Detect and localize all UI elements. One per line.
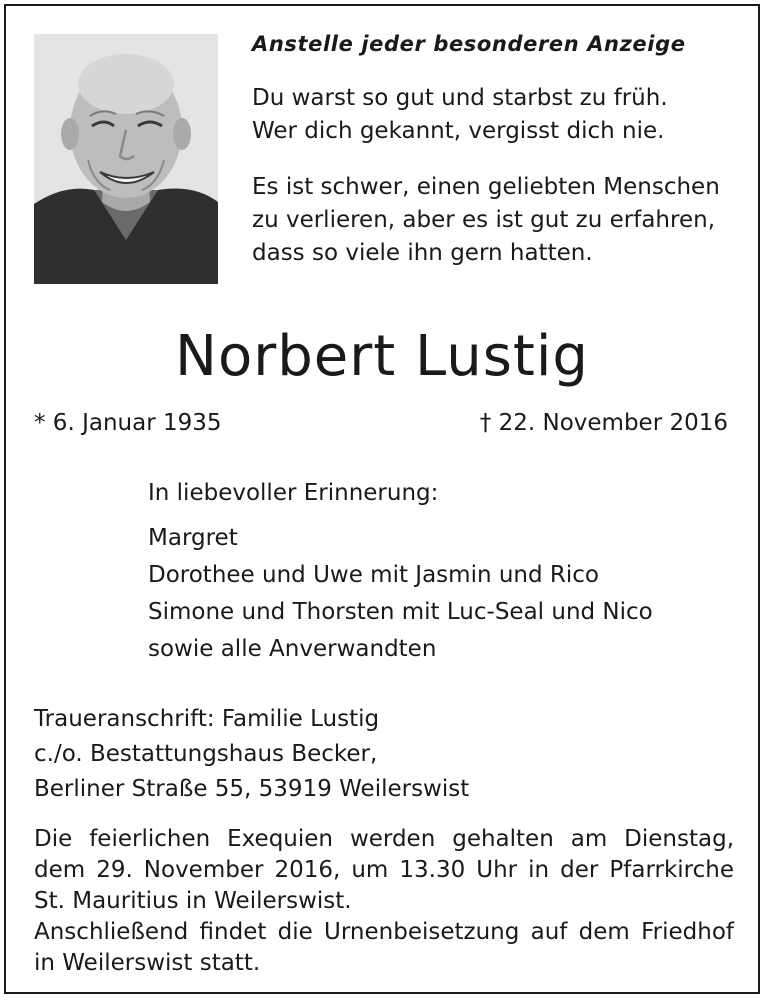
verse-2-line: dass so viele ihn gern hatten. — [252, 240, 593, 266]
portrait-photo — [34, 34, 218, 284]
service-info — [34, 824, 734, 979]
memory-lead: In liebevoller Erinnerung: — [148, 480, 439, 506]
service-line: dem 29. November 2016, um 13.30 Uhr in der Pfarrkirche — [34, 857, 734, 883]
obituary-notice — [4, 4, 760, 994]
service-line: Anschließend findet die Urnenbeisetzung auf dem Friedhof — [34, 919, 734, 945]
address-line: Traueranschrift: Familie Lustig — [34, 706, 380, 732]
mourner-list — [148, 520, 653, 668]
verse-2 — [252, 171, 752, 270]
mourner: Dorothee und Uwe mit Jasmin und Rico — [148, 562, 600, 588]
address-line: Berliner Straße 55, 53919 Weilerswist — [34, 776, 470, 802]
mourner: Simone und Thorsten mit Luc-Seal und Nico — [148, 599, 653, 625]
verse-1-line: Du warst so gut und starbst zu früh. — [252, 85, 668, 111]
verse-1 — [252, 82, 752, 148]
verse-2-line: zu verlieren, aber es ist gut zu erfahren, — [252, 207, 715, 233]
birth-date: * 6. Januar 1935 — [34, 410, 222, 436]
headline: Anstelle jeder besonderen Anzeige — [252, 32, 686, 56]
address-line: c./o. Bestattungshaus Becker, — [34, 741, 378, 767]
verse-2-line: Es ist schwer, einen geliebten Menschen — [252, 174, 720, 200]
intro-block — [252, 32, 752, 293]
service-line: Die feierlichen Exequien werden gehalten am Dienstag, — [34, 826, 734, 852]
service-line: St. Mauritius in Weilerswist. — [34, 888, 352, 914]
mourner: sowie alle Anverwandten — [148, 636, 437, 662]
verse-1-line: Wer dich gekannt, vergisst dich nie. — [252, 118, 665, 144]
death-date: † 22. November 2016 — [479, 410, 728, 436]
memory-block — [148, 480, 653, 668]
mourner: Margret — [148, 525, 238, 551]
service-line: in Weilerswist statt. — [34, 950, 261, 976]
deceased-name: Norbert Lustig — [175, 324, 589, 389]
mourning-address — [34, 702, 469, 807]
